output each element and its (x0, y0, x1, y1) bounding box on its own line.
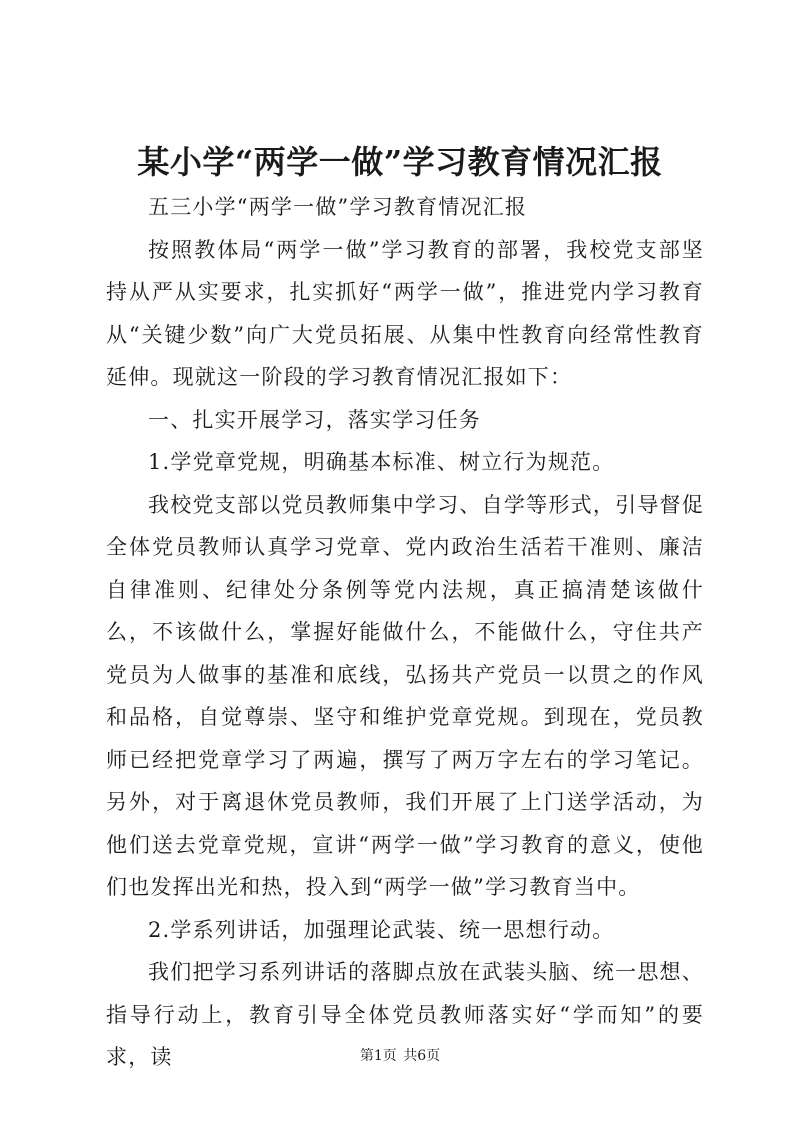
intro-paragraph: 按照教体局“两学一做”学习教育的部署，我校党支部坚持从严从实要求，扎实抓好“两学一做”，推进党内学习教育从“关键少数”向广大党员拓展、从集中性教育向经常性教育延伸。现就这一阶段的学习教育情况汇报如下： (106, 237, 704, 389)
page-footer (0, 1046, 800, 1066)
subsection-heading-1: 1.学党章党规，明确基本标准、树立行为规范。 (148, 450, 615, 474)
page-total: 共6页 (403, 1048, 441, 1064)
body-paragraph-1: 我校党支部以党员教师集中学习、自学等形式，引导督促全体党员教师认真学习党章、党内政治生活若干准则、廉洁自律准则、纪律处分条例等党内法规，真正搞清楚该做什么，不该做什么，掌握好能做什么，不能做什么，守住共产党员为人做事的基准和底线，弘扬共产党员一以贯之的作风和品格，自觉尊崇、坚守和维护党章党规。到现在，党员教师已经把党章学习了两遍，撰写了两万字左右的学习笔记。另外，对于离退休党员教师，我们开展了上门送学活动，为他们送去党章党规，宣讲“两学一做”学习教育的意义，使他们也发挥出光和热，投入到“两学一做”学习教育当中。 (106, 492, 704, 899)
subsection-heading-2: 2.学系列讲话，加强理论武装、统一思想行动。 (148, 917, 615, 942)
page-number: 第1页 (359, 1048, 397, 1064)
body-paragraph-2: 我们把学习系列讲话的落脚点放在武装头脑、统一思想、指导行动上，教育引导全体党员教师落实好“学而知”的要求，读 (106, 960, 704, 1069)
document-title: 某小学“两学一做”学习教育情况汇报 (137, 143, 663, 181)
subtitle-paragraph: 五三小学“两学一做”学习教育情况汇报 (148, 195, 528, 219)
section-heading: 一、扎实开展学习，落实学习任务 (148, 407, 481, 432)
document-body (106, 186, 704, 1079)
